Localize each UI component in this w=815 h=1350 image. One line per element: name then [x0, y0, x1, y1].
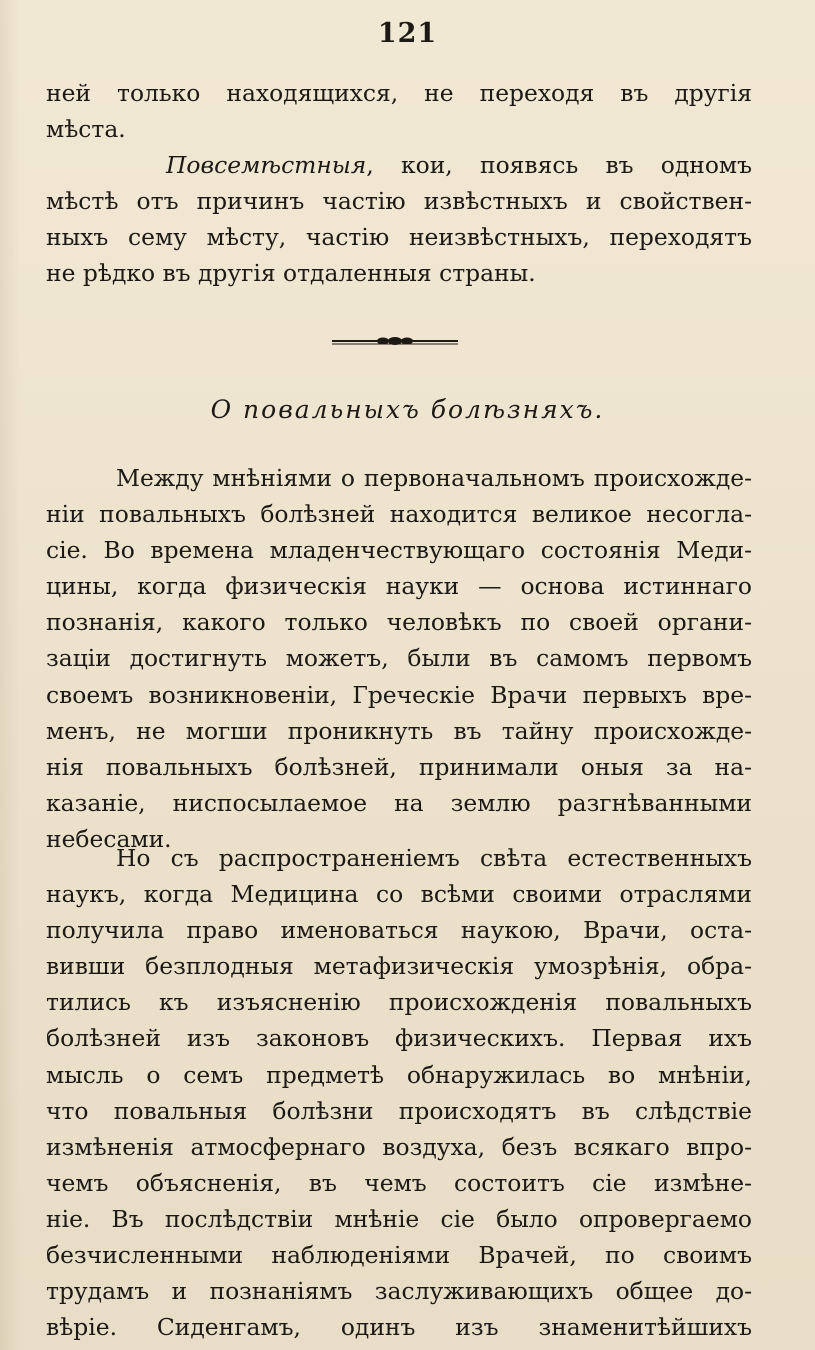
text-line: наукъ, когда Медицина со всѣми своими отраслями [46, 880, 752, 909]
text-line: чемъ объясненія, въ чемъ состоитъ сіе измѣне- [46, 1168, 752, 1197]
text-line: получила право именоваться наукою, Врачи, оста- [46, 916, 752, 945]
text-line: болѣзней изъ законовъ физическихъ. Первая ихъ [46, 1024, 752, 1053]
text-line: мысль о семъ предметѣ обнаружилась во мнѣніи, [46, 1060, 752, 1089]
text-line: небесами. [46, 824, 172, 853]
page-number: 121 [377, 18, 438, 49]
text-line: не рѣдко въ другія отдаленныя страны. [46, 259, 536, 288]
paragraph-block-top [46, 75, 752, 292]
text-line: Между мнѣніями о первоначальномъ происхожде- [116, 464, 752, 492]
text-line: ніи повальныхъ болѣзней находится великое несогла- [46, 500, 752, 529]
text-line: казаніе, ниспосылаемое на землю разгнѣванными [46, 788, 752, 817]
text-fragment: , кои, появясь въ одномъ [366, 151, 752, 180]
section-divider-ornament [330, 334, 460, 348]
text-line: мѣстѣ отъ причинъ частію извѣстныхъ и свойствен- [46, 187, 752, 216]
paragraph-block-middle [46, 460, 752, 857]
text-line: ней только находящихся, не переходя въ другія [46, 79, 752, 107]
text-line: вивши безплодныя метафизическія умозрѣнія, обра- [46, 952, 752, 981]
text-line: вѣріе. Сиденгамъ, одинъ изъ знаменитѣйшихъ [46, 1313, 752, 1342]
text-line: тились къ изъясненію происхожденія повальныхъ [46, 988, 752, 1017]
text-line: трудамъ и познаніямъ заслуживающихъ общее до- [46, 1277, 752, 1306]
text-line-italic-lead [46, 147, 752, 183]
text-line: Но съ распространеніемъ свѣта естественныхъ [116, 844, 752, 872]
text-line: нія повальныхъ болѣзней, принимали оныя за на- [46, 752, 752, 781]
text-line: измѣненія атмосфернаго воздуха, безъ всякаго впро- [46, 1132, 752, 1161]
text-line: менъ, не могши проникнуть въ тайну происхожде- [46, 716, 752, 745]
text-line: сіе. Во времена младенчествующаго состоянія Меди- [46, 536, 752, 565]
text-line: ніе. Въ послѣдствіи мнѣніе сіе было опровергаемо [46, 1204, 752, 1233]
section-heading: О повальныхъ болѣзняхъ. [210, 395, 605, 424]
italic-term: Повсемѣстныя [166, 151, 367, 180]
text-line: своемъ возникновеніи, Греческіе Врачи первыхъ вре- [46, 680, 752, 709]
text-line: что повальныя болѣзни происходятъ въ слѣдствіе [46, 1096, 752, 1125]
paragraph-block-bottom [46, 840, 752, 1345]
text-line: безчисленными наблюденіями Врачей, по своимъ [46, 1241, 752, 1270]
text-line: цины, когда физическія науки — основа истиннаго [46, 572, 752, 601]
text-line: мѣста. [46, 115, 126, 144]
text-line: заціи достигнуть можетъ, были въ самомъ первомъ [46, 644, 752, 673]
text-line: ныхъ сему мѣсту, частію неизвѣстныхъ, переходятъ [46, 223, 752, 252]
text-line: познанія, какого только человѣкъ по своей органи- [46, 608, 752, 637]
